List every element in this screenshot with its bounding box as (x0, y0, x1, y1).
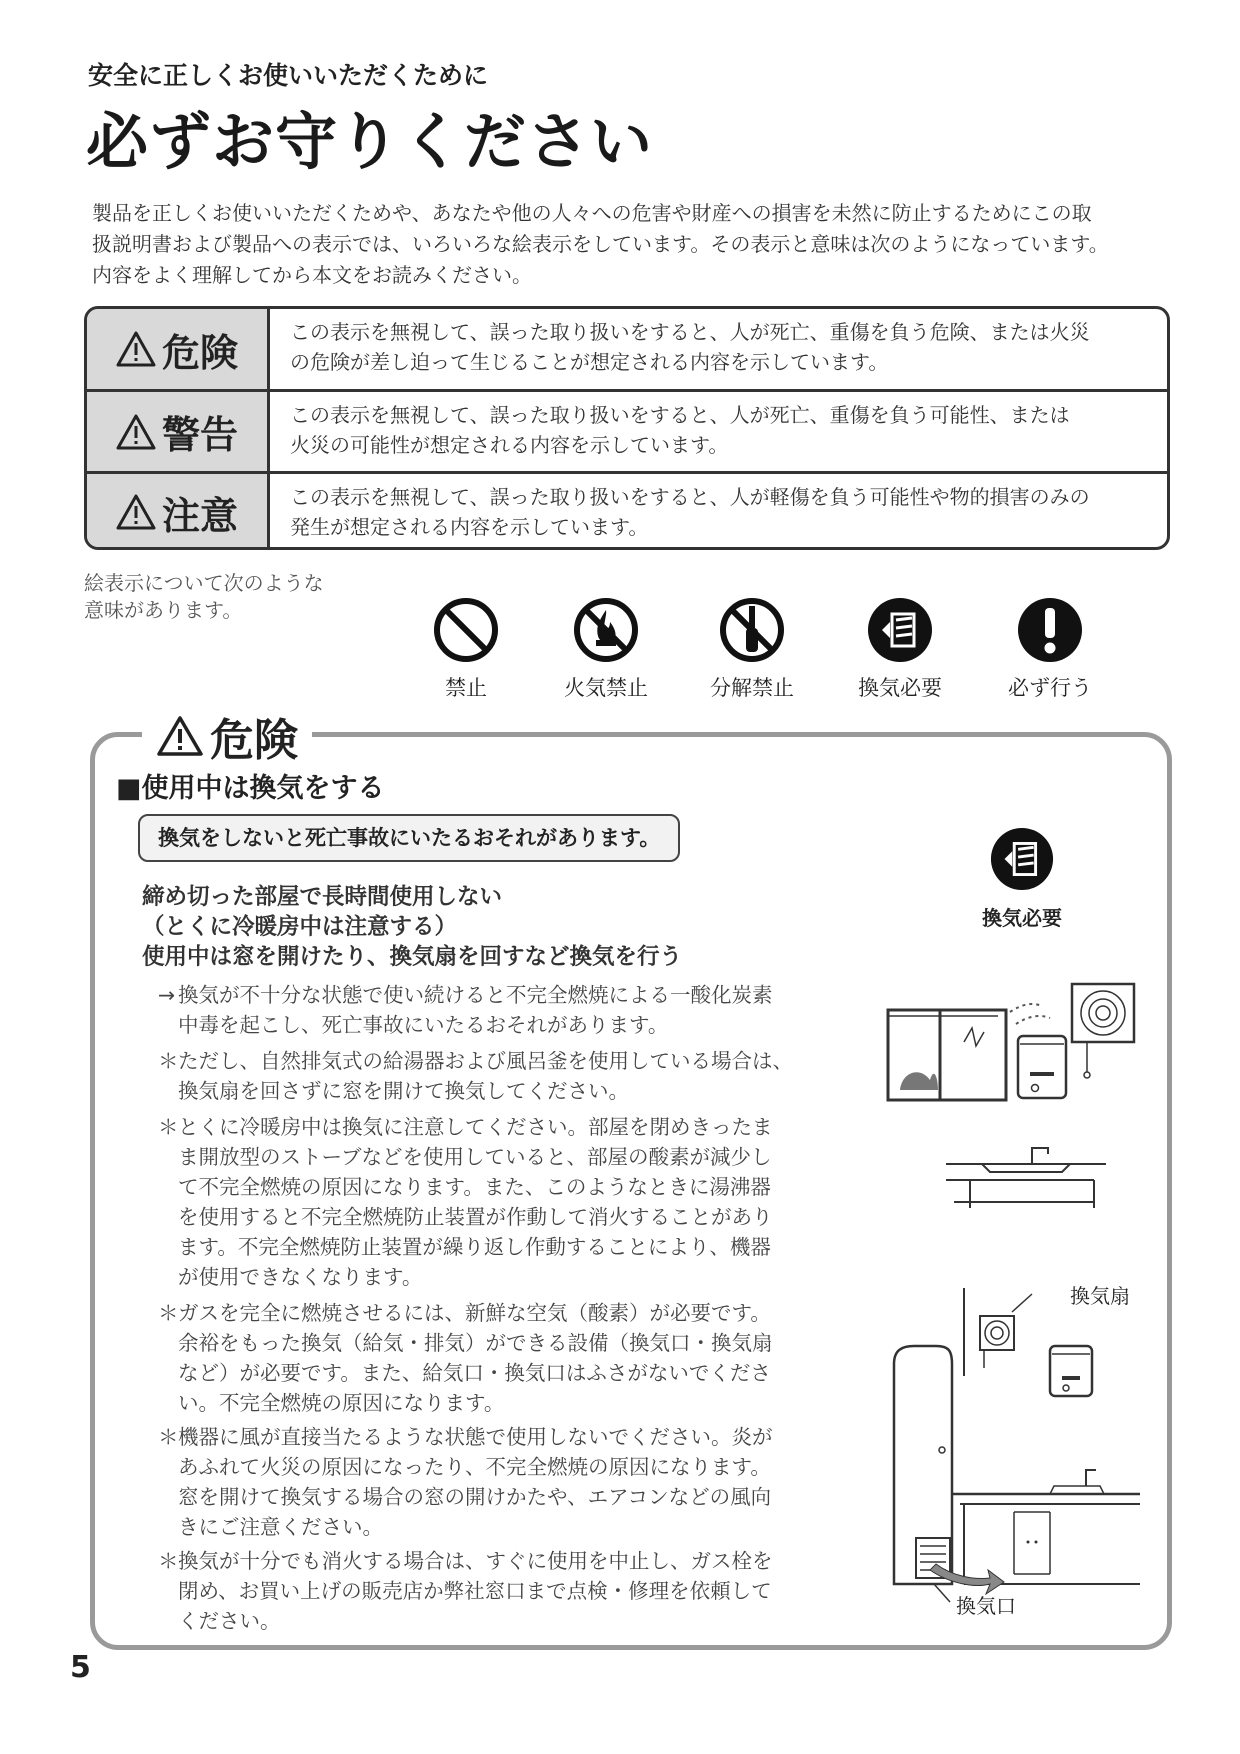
page-title: 必ずお守りください (86, 105, 654, 178)
symbol-caption: 禁止 (445, 676, 487, 700)
symbol-caption: 火気禁止 (564, 676, 648, 700)
instruction-line: 使用中は窓を開けたり、換気扇を回すなど換気を行う (142, 944, 683, 970)
note-line: など）が必要です。また、給気口・換気口はふさがないでくださ (178, 1361, 771, 1385)
hazard-description-line: この表示を無視して、誤った取り扱いをすると、人が軽傷を負う可能性や物的損害のみの (290, 485, 1090, 509)
hazard-description-line: 発生が想定される内容を示しています。 (290, 515, 649, 539)
hazard-description-line: この表示を無視して、誤った取り扱いをすると、人が死亡、重傷を負う可能性、または (290, 403, 1070, 427)
hazard-row-warning (87, 392, 1167, 474)
section-title: ■使用中は換気をする (116, 773, 385, 804)
note-marker: → (158, 983, 176, 1007)
note-line: とくに冷暖房中は換気に注意してください。部屋を閉めきったま (178, 1115, 773, 1139)
note-marker: ＊ (158, 1549, 179, 1573)
note-line: ください。 (178, 1609, 281, 1633)
danger-panel-heading (142, 704, 312, 768)
hazard-label-cell (87, 474, 270, 550)
note-line: い。不完全燃焼の原因になります。 (178, 1391, 505, 1415)
no-fire-icon (572, 596, 640, 664)
note-line: ます。不完全燃焼防止装置が繰り返し作動することにより、機器 (178, 1235, 771, 1259)
hazard-row-danger (87, 309, 1167, 392)
note-item (158, 1046, 818, 1106)
ventilation-icon (866, 596, 934, 664)
note-line: ま開放型のストーブなどを使用していると、部屋の酸素が減少し (178, 1145, 772, 1169)
fan-label: 換気扇 (1070, 1284, 1130, 1308)
note-marker: ＊ (158, 1049, 179, 1073)
ventilation-icon (989, 826, 1055, 892)
symbol-caption: 換気必要 (858, 676, 942, 700)
hazard-level-table (84, 306, 1170, 550)
symbol-legend-note (84, 570, 364, 624)
note-line: が使用できなくなります。 (178, 1265, 423, 1289)
hazard-description (270, 474, 1167, 550)
hazard-description (270, 392, 1167, 471)
warning-triangle-icon (116, 414, 156, 450)
warning-triangle-icon (156, 715, 204, 757)
note-line: 換気扇を回さずに窓を開けて換気してください。 (178, 1079, 629, 1103)
symbol-ventilation (840, 596, 960, 702)
note-item (158, 980, 818, 1040)
page-subtitle: 安全に正しくお使いいただくために (88, 61, 489, 90)
legend-note-line: 絵表示について次のような (84, 571, 324, 595)
symbol-no-fire (546, 596, 666, 702)
danger-callout: 換気をしないと死亡事故にいたるおそれがあります。 (138, 814, 680, 862)
note-line: あふれて火災の原因になったり、不完全燃焼の原因になります。 (178, 1455, 771, 1479)
note-line: 閉め、お買い上げの販売店か弊社窓口まで点検・修理を依頼して (178, 1579, 772, 1603)
legend-note-line: 意味があります。 (84, 598, 243, 622)
danger-heading-label: 危険 (210, 715, 298, 766)
note-marker: ＊ (158, 1425, 179, 1449)
symbol-no-disassembly (692, 596, 812, 702)
note-line: 窓を開けて換気する場合の窓の開けかたや、エアコンなどの風向 (178, 1485, 772, 1509)
prohibited-icon (432, 596, 500, 664)
ventilation-caption: 換気必要 (982, 906, 1062, 930)
note-item (158, 1422, 818, 1542)
warning-triangle-icon (116, 494, 156, 530)
hazard-row-caution (87, 474, 1167, 550)
hazard-label-cell (87, 392, 270, 471)
symbol-prohibited (406, 596, 526, 702)
note-line: ガスを完全に燃焼させるには、新鮮な空気（酸素）が必要です。 (178, 1301, 771, 1325)
note-item (158, 1298, 818, 1418)
hazard-description-line: 火災の可能性が想定される内容を示しています。 (290, 433, 729, 457)
note-item (158, 1546, 818, 1636)
note-line: を使用すると不完全燃焼防止装置が作動して消火することがあり (178, 1205, 773, 1229)
symbol-mandatory (990, 596, 1110, 702)
no-disassembly-icon (718, 596, 786, 664)
symbol-caption: 分解禁止 (710, 676, 794, 700)
mandatory-icon (1016, 596, 1084, 664)
hazard-description-line: この表示を無視して、誤った取り扱いをすると、人が死亡、重傷を負う危険、または火災 (290, 320, 1090, 344)
hazard-description-line: の危険が差し迫って生じることが想定される内容を示しています。 (290, 350, 889, 374)
note-line: 余裕をもった換気（給気・排気）ができる設備（換気口・換気扇 (178, 1331, 773, 1355)
vent-label: 換気口 (956, 1594, 1016, 1618)
instruction-line: （とくに冷暖房中は注意する） (142, 914, 458, 940)
hazard-label: 警告 (161, 413, 238, 457)
intro-paragraph (92, 198, 1212, 291)
note-line: 機器に風が直接当たるような状態で使用しないでください。炎が (178, 1425, 773, 1449)
note-line: 換気が十分でも消火する場合は、すぐに使用を中止し、ガス栓を (178, 1549, 773, 1573)
hazard-label: 注意 (161, 493, 238, 538)
note-line: て不完全燃焼の原因になります。また、このようなときに湯沸器 (178, 1175, 771, 1199)
page-number: 5 (70, 1650, 91, 1685)
note-line: 中毒を起こし、死亡事故にいたるおそれがあります。 (178, 1013, 669, 1037)
note-marker: ＊ (158, 1115, 179, 1139)
note-item (158, 1112, 818, 1292)
intro-line: 内容をよく理解してから本文をお読みください。 (92, 263, 532, 287)
main-instructions (142, 882, 682, 972)
intro-line: 製品を正しくお使いいただくためや、あなたや他の人々への危害や財産への損害を未然に防止するためにこの取 (92, 201, 1092, 225)
room-illustration (890, 1284, 1140, 1614)
note-marker: ＊ (158, 1301, 179, 1325)
note-line: 換気が不十分な状態で使い続けると不完全燃焼による一酸化炭素 (178, 983, 773, 1007)
hazard-description (270, 309, 1167, 389)
note-line: ただし、自然排気式の給湯器および風呂釜を使用している場合は、 (178, 1049, 793, 1073)
intro-line: 扱説明書および製品への表示では、いろいろな絵表示をしています。その表示と意味は次のようになっています。 (92, 232, 1109, 256)
sink-illustration (946, 1142, 1106, 1212)
instruction-line: 締め切った部屋で長時間使用しない (142, 884, 503, 910)
hazard-label-cell (87, 309, 270, 389)
note-line: きにご注意ください。 (178, 1515, 383, 1539)
ventilation-required-badge (952, 826, 1092, 931)
symbol-caption: 必ず行う (1008, 676, 1092, 700)
hazard-label: 危険 (161, 330, 238, 375)
warning-triangle-icon (116, 331, 156, 367)
